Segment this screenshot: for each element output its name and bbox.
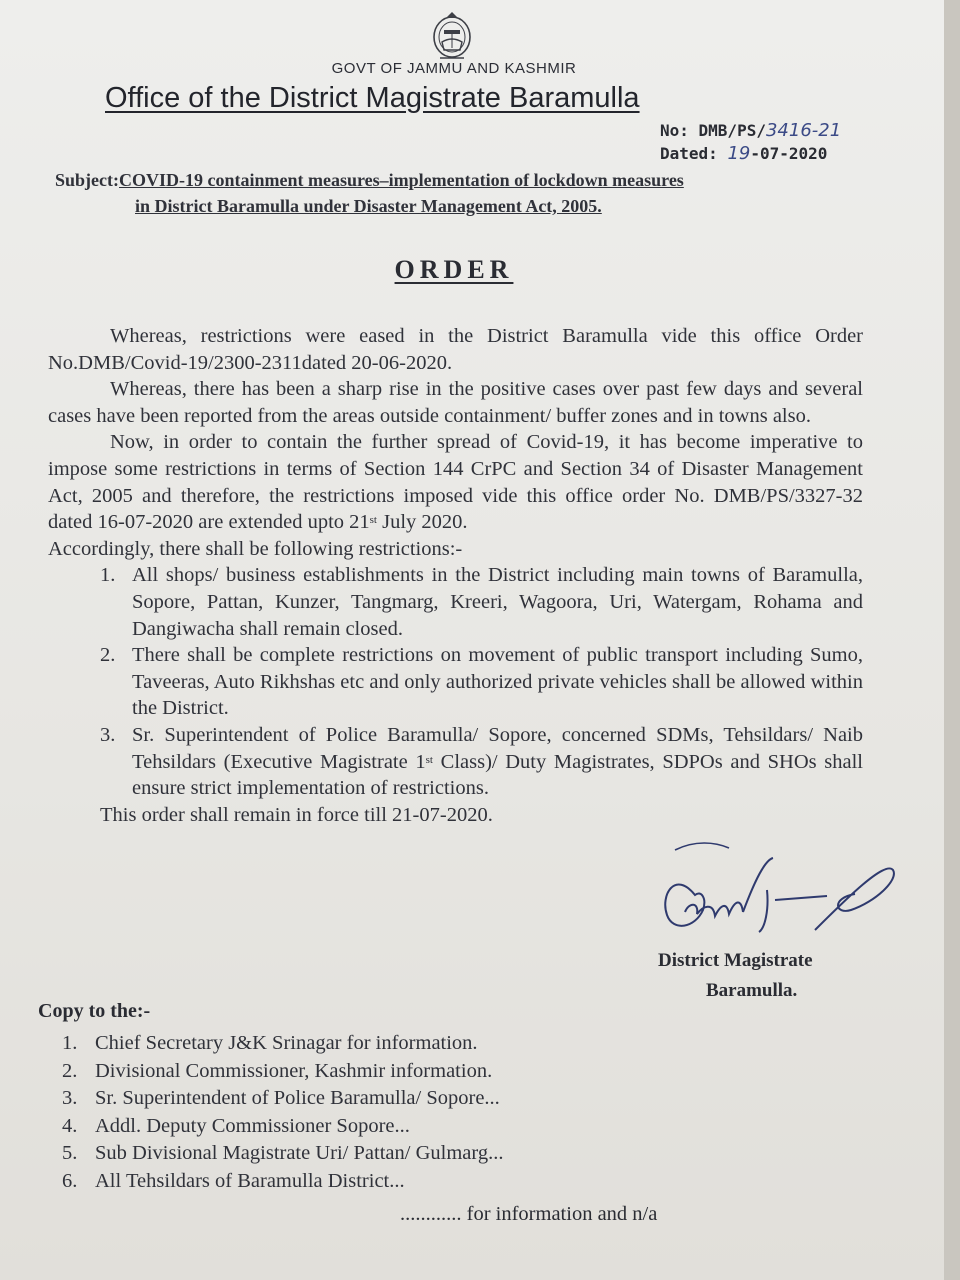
- copy-item-number: 5.: [62, 1142, 78, 1164]
- paragraph-3-text: Now, in order to contain the further spread of Covid-19, it has become imperative to impose some restrictions in terms of Section 144 CrPC and Section 34 of Disaster Management Act, 2005 and therefore, the restrictions imposed vide this office order No. DMB/PS/3327-32 dated 16-07-2020 are extended upto 21: [48, 431, 863, 534]
- paragraph-2: Whereas, there has been a sharp rise in the positive cases over past few days and several cases have been reported from the areas outside containment/ buffer zones and in towns also.: [48, 378, 863, 427]
- copy-item-text: Addl. Deputy Commissioner Sopore...: [95, 1114, 410, 1137]
- government-name: GOVT OF JAMMU AND KASHMIR: [331, 60, 577, 77]
- copy-item-text: Sub Divisional Magistrate Uri/ Pattan/ Gulmarg...: [95, 1142, 504, 1164]
- copy-item-number: 1.: [62, 1032, 78, 1054]
- reference-number: [660, 120, 841, 141]
- background-edge: [944, 0, 960, 1280]
- copy-item: [62, 1168, 503, 1196]
- subject-text-line2: in District Baramulla under Disaster Management Act, 2005.: [135, 196, 602, 216]
- item-text: There shall be complete restrictions on movement of public transport including Sumo, Taveeras, Auto Rikhshas etc and only authorized private vehicles shall be allowed within the District.: [132, 644, 863, 720]
- subject-label: Subject:: [55, 170, 119, 190]
- copy-item-number: 3.: [62, 1087, 78, 1109]
- copy-item-text: Sr. Superintendent of Police Baramulla/ Sopore...: [95, 1087, 500, 1109]
- paragraph-3-end: July 2020.: [376, 511, 468, 534]
- item-number: 1.: [100, 564, 116, 587]
- reference-label: No: DMB/PS/: [660, 121, 766, 140]
- restriction-item: [48, 722, 863, 802]
- copy-item: [62, 1085, 503, 1113]
- paragraph-1: Whereas, restrictions were eased in the District Baramulla vide this office Order No.DMB/Covid-19/2300-2311dated 20-06-2020.: [48, 325, 863, 374]
- copy-to-heading: Copy to the:-: [38, 1000, 151, 1022]
- copy-footer: ............ for information and n/a: [400, 1203, 658, 1225]
- item-number: 2.: [100, 644, 116, 667]
- jk-state-emblem-icon: [430, 10, 474, 62]
- copy-item: [62, 1113, 503, 1141]
- handwritten-signature: [655, 840, 905, 950]
- copy-item-number: 6.: [62, 1169, 78, 1192]
- dated-label: Dated:: [660, 144, 718, 163]
- dated-rest: -07-2020: [750, 144, 828, 163]
- paragraph-3: [48, 429, 863, 535]
- copy-item: [62, 1140, 503, 1168]
- office-title: Office of the District Magistrate Baramulla: [105, 82, 640, 114]
- order-heading: ORDER: [394, 255, 514, 284]
- superscript: st: [425, 753, 433, 766]
- copy-to-list: [62, 1030, 503, 1195]
- subject-line: [55, 167, 875, 219]
- validity-line: This order shall remain in force till 21-07-2020.: [100, 803, 493, 826]
- signatory-place: Baramulla.: [706, 980, 798, 1001]
- signatory-title: District Magistrate: [658, 950, 813, 971]
- copy-item-text: All Tehsildars of Baramulla District...: [95, 1169, 405, 1192]
- reference-handwritten: 3416-21: [765, 120, 842, 141]
- paragraph-4: Accordingly, there shall be following restrictions:-: [48, 537, 463, 560]
- restriction-item: [48, 642, 863, 722]
- copy-item: [62, 1058, 503, 1086]
- dated-handwritten-day: 19: [727, 143, 751, 164]
- copy-item-text: Chief Secretary J&K Srinagar for information.: [95, 1032, 478, 1054]
- order-body: [48, 323, 863, 828]
- copy-item-number: 2.: [62, 1059, 78, 1082]
- restriction-item: [48, 562, 863, 642]
- copy-item-number: 4.: [62, 1114, 78, 1137]
- subject-text-line1: COVID-19 containment measures–implementation of lockdown measures: [119, 170, 684, 190]
- item-text: All shops/ business establishments in the District including main towns of Baramulla, Sopore, Pattan, Kunzer, Tangmarg, Kreeri, Wagoora, Uri, Watergam, Rohama and Dangiwacha shall remain closed.: [132, 564, 863, 640]
- order-date: [660, 143, 827, 164]
- item-text-end: Class)/ Duty Magistrates, SDPOs and SHOs shall ensure strict implementation of restrictions.: [132, 750, 863, 800]
- copy-item-text: Divisional Commissioner, Kashmir information.: [95, 1059, 493, 1082]
- item-number: 3.: [100, 723, 116, 746]
- superscript: st: [369, 514, 377, 527]
- item-text: Sr. Superintendent of Police Baramulla/ Sopore, concerned SDMs, Tehsildars/ Naib Tehsildars (Executive Magistrate 1: [132, 723, 863, 773]
- restrictions-list: [48, 562, 863, 801]
- copy-item: [62, 1030, 503, 1058]
